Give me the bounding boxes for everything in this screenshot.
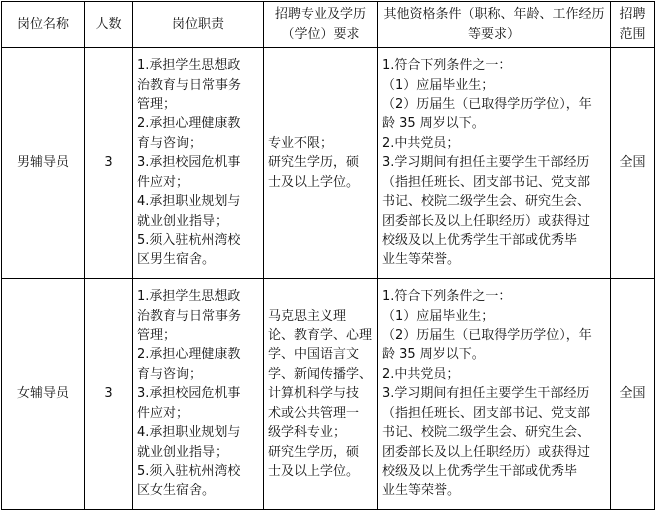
condition-line: （1）应届毕业生；: [382, 308, 495, 324]
cell-count: 3: [85, 279, 133, 510]
cell-duties: [133, 279, 264, 510]
major-line: 专业不限；: [268, 135, 334, 151]
table-row: [2, 279, 655, 510]
condition-line: （1）应届毕业生；: [382, 77, 495, 93]
condition-line: 团委部长及以上任职经历）或获得过: [382, 444, 591, 460]
condition-line: 1.符合下列条件之一：: [382, 58, 512, 74]
cell-major: [264, 48, 378, 279]
condition-line: 校级及以上优秀学生干部或优秀毕: [382, 232, 578, 248]
header-position: 岗位名称: [2, 2, 85, 48]
header-major: 招聘专业及学历（学位）要求: [264, 2, 378, 48]
major-line: 学、中国语言文: [268, 347, 360, 363]
duty-line: 区女生宿舍。: [137, 483, 216, 499]
duty-line: 区男生宿舍。: [137, 252, 216, 268]
header-duties: 岗位职责: [133, 2, 264, 48]
condition-line: 1.符合下列条件之一：: [382, 289, 512, 305]
table-header-row: [2, 2, 655, 48]
condition-line: 业生等荣誉。: [382, 252, 461, 268]
major-line: 学、新闻传播学、: [268, 366, 373, 382]
duty-line: 4.承担职业规划与: [137, 425, 241, 441]
cell-scope: 全国: [611, 279, 655, 510]
duty-line: 就业创业指导；: [137, 444, 229, 460]
major-line: 术或公共管理一: [268, 405, 360, 421]
condition-line: 3.学习期间有担任主要学生干部经历: [382, 386, 590, 402]
major-line: 级学科专业；: [268, 425, 347, 441]
major-line: 士及以上学位。: [268, 463, 360, 479]
duty-line: 就业创业指导；: [137, 213, 229, 229]
duty-line: 4.承担职业规划与: [137, 194, 241, 210]
duty-line: 5.须入驻杭州湾校: [137, 463, 241, 479]
condition-line: 校级及以上优秀学生干部或优秀毕: [382, 463, 578, 479]
condition-line: （指担任班长、团支部书记、党支部: [382, 174, 591, 190]
cell-scope: 全国: [611, 48, 655, 279]
table-row: [2, 48, 655, 279]
condition-line: （2）历届生（已取得学历学位），年: [382, 328, 592, 344]
recruitment-table: [1, 1, 655, 510]
duty-line: 治教育与日常事务: [137, 308, 242, 324]
condition-line: 2.中共党员；: [382, 366, 460, 382]
cell-position: 男辅导员: [2, 48, 85, 279]
cell-conditions: [378, 279, 611, 510]
duty-line: 育与咨询；: [137, 366, 203, 382]
major-line: 马克思主义理: [268, 308, 347, 324]
duty-line: 治教育与日常事务: [137, 77, 242, 93]
cell-duties: [133, 48, 264, 279]
major-line: 研究生学历，硕: [268, 444, 360, 460]
condition-line: （指担任班长、团支部书记、党支部: [382, 405, 591, 421]
cell-conditions: [378, 48, 611, 279]
major-line: 士及以上学位。: [268, 174, 360, 190]
duty-line: 件应对；: [137, 174, 190, 190]
condition-line: 团委部长及以上任职经历）或获得过: [382, 213, 591, 229]
condition-line: 3.学习期间有担任主要学生干部经历: [382, 155, 590, 171]
duty-line: 5.须入驻杭州湾校: [137, 232, 241, 248]
condition-line: 书记、校院二级学生会、研究生会、: [382, 194, 591, 210]
duty-line: 管理；: [137, 97, 177, 113]
major-line: 计算机科学与技: [268, 386, 360, 402]
cell-position: 女辅导员: [2, 279, 85, 510]
header-conditions: 其他资格条件（职称、年龄、工作经历等要求）: [378, 2, 611, 48]
cell-major: [264, 279, 378, 510]
condition-line: 龄 35 周岁以下。: [382, 116, 485, 132]
major-line: 研究生学历，硕: [268, 155, 360, 171]
condition-line: 2.中共党员；: [382, 135, 460, 151]
condition-line: 龄 35 周岁以下。: [382, 347, 485, 363]
header-scope: 招聘范围: [611, 2, 655, 48]
duty-line: 3.承担校园危机事: [137, 155, 241, 171]
condition-line: （2）历届生（已取得学历学位），年: [382, 97, 592, 113]
duty-line: 3.承担校园危机事: [137, 386, 241, 402]
duty-line: 2.承担心理健康教: [137, 116, 241, 132]
header-count: 人数: [85, 2, 133, 48]
duty-line: 2.承担心理健康教: [137, 347, 241, 363]
duty-line: 1.承担学生思想政: [137, 58, 241, 74]
condition-line: 书记、校院二级学生会、研究生会、: [382, 425, 591, 441]
duty-line: 管理；: [137, 328, 177, 344]
condition-line: 业生等荣誉。: [382, 483, 461, 499]
duty-line: 件应对；: [137, 405, 190, 421]
major-line: 论、教育学、心理: [268, 328, 373, 344]
duty-line: 育与咨询；: [137, 135, 203, 151]
cell-count: 3: [85, 48, 133, 279]
duty-line: 1.承担学生思想政: [137, 289, 241, 305]
